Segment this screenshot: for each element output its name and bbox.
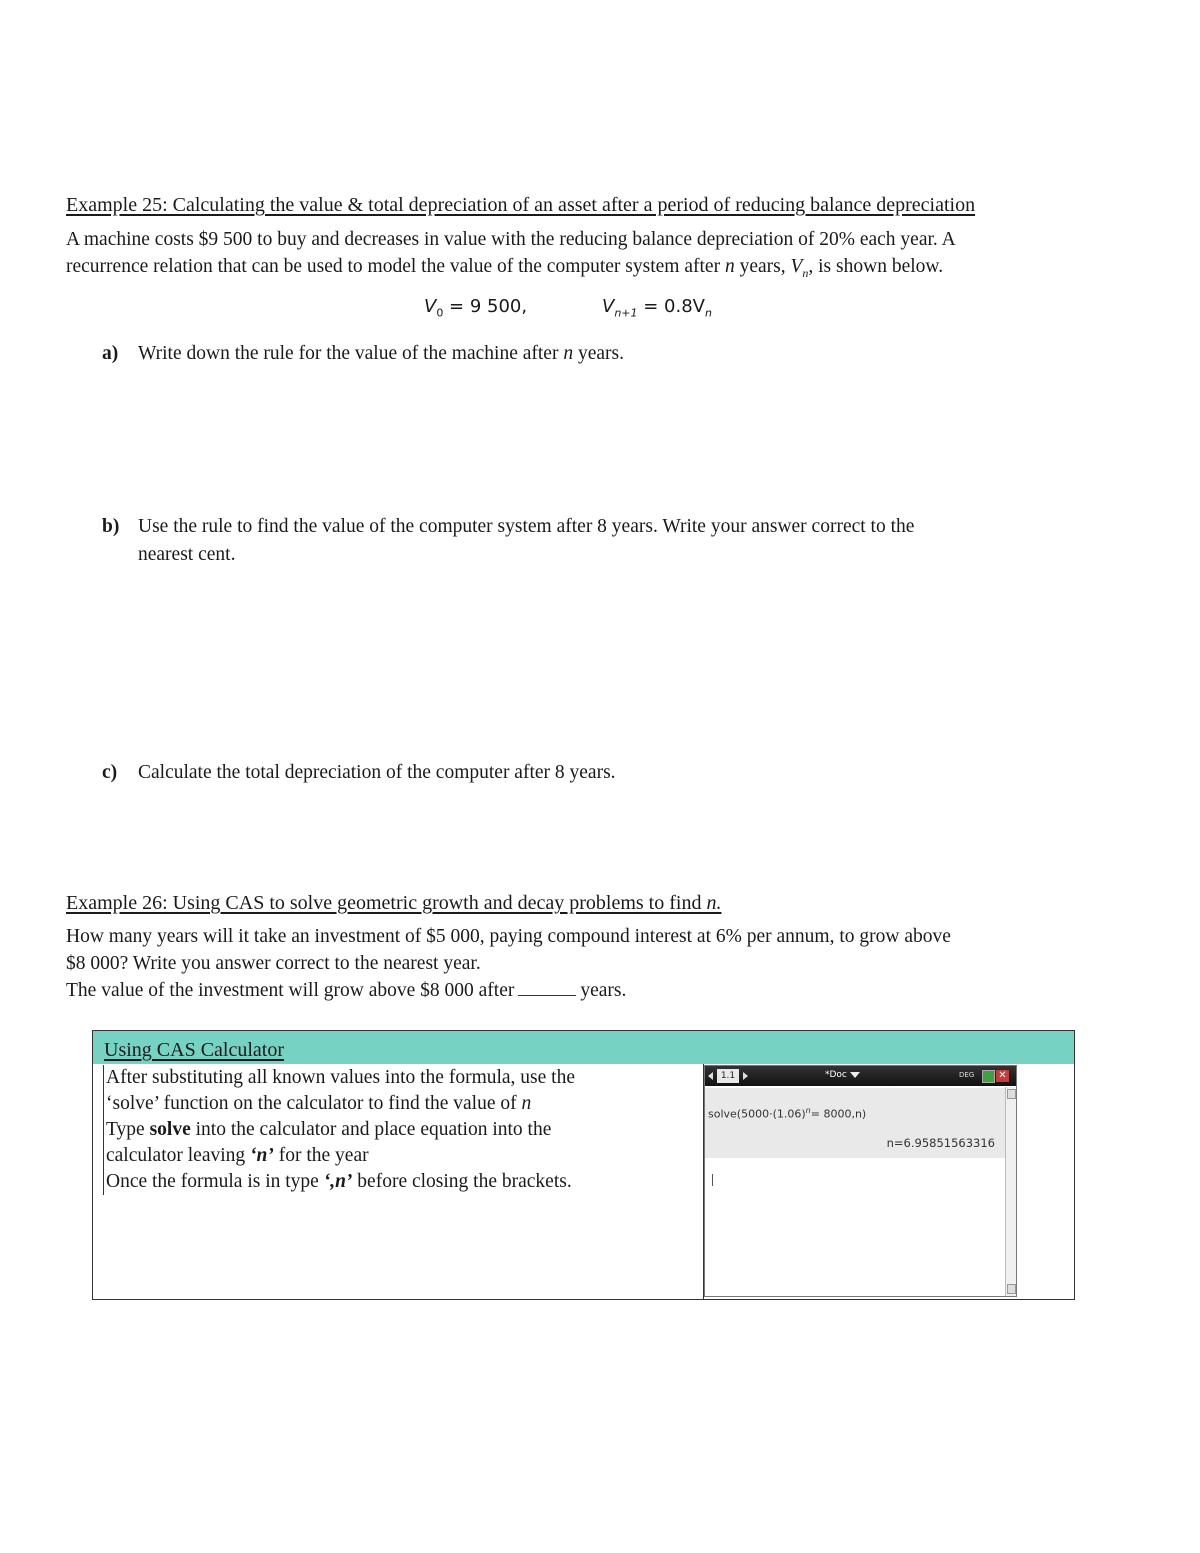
cas-title: Using CAS Calculator: [104, 1039, 284, 1061]
close-icon[interactable]: ✕: [996, 1070, 1009, 1082]
calculator-expression: $solve(5000\cdot(1.06)^n= 8000,n)$: [708, 1106, 867, 1121]
answer-blank[interactable]: [518, 977, 576, 996]
document-menu[interactable]: *Doc: [825, 1070, 860, 1080]
input-cursor[interactable]: [712, 1174, 713, 1186]
example-25-heading: Example 25: Calculating the value & total depreciation of an asset after a period of reducing balance depreciation: [66, 194, 976, 216]
recurrence-v0: $V_0 = 9$ 500,: [424, 296, 528, 320]
example-26-heading: Example 26: Using CAS to solve geometric growth and decay problems to find n.: [66, 892, 722, 914]
cas-instructions: After substituting all known values into the formula, use the ‘solve’ function on the calculator to find the value of n Type solve into the calculator and place equation into the calculator leaving ‘n’ for the year Once the formula is in type ‘,n’ before closing the brackets.: [103, 1065, 696, 1195]
scroll-up-icon[interactable]: [1007, 1089, 1016, 1099]
next-page-icon[interactable]: [743, 1072, 748, 1080]
question-c: c) Calculate the total depreciation of the computer after 8 years.: [102, 762, 616, 783]
cas-calculator-screen: [704, 1065, 1017, 1297]
example-26-line-1: How many years will it take an investment of $5 000, paying compound interest at 6% per annum, to grow above: [66, 926, 951, 947]
calculator-toolbar: [705, 1066, 1016, 1086]
page-tab[interactable]: 1.1: [717, 1069, 739, 1083]
example-26-line-3: The value of the investment will grow above $8 000 after years.: [66, 977, 1146, 1004]
dropdown-arrow-icon: [850, 1072, 860, 1078]
calculator-history-entry: [705, 1088, 1005, 1158]
prev-page-icon[interactable]: [708, 1072, 713, 1080]
example-25-intro: [66, 226, 1146, 287]
calculator-scrollbar[interactable]: [1005, 1087, 1016, 1296]
recurrence-vn1: $V_{n+1} = 0.8V_n$: [602, 296, 712, 320]
battery-icon: [982, 1070, 995, 1083]
calculator-result: n=6.95851563316: [886, 1136, 995, 1150]
cas-instructions-box: [92, 1030, 1075, 1300]
example-26-line-2: $8 000? Write you answer correct to the nearest year.: [66, 953, 481, 974]
question-a: a) Write down the rule for the value of the machine after n years.: [102, 343, 624, 364]
scroll-down-icon[interactable]: [1007, 1284, 1016, 1294]
question-b: b) Use the rule to find the value of the computer system after 8 years. Write your answer correct to the nearest cent.: [102, 516, 915, 565]
angle-mode-label: DEG: [959, 1071, 975, 1079]
example-26-text: [66, 923, 1146, 1004]
intro-line-2: recurrence relation that can be used to model the value of the computer system after n years, $V_n$, is shown below.: [66, 256, 944, 280]
intro-line-1: A machine costs $9 500 to buy and decreases in value with the reducing balance depreciation of 20% each year. A: [66, 229, 956, 250]
